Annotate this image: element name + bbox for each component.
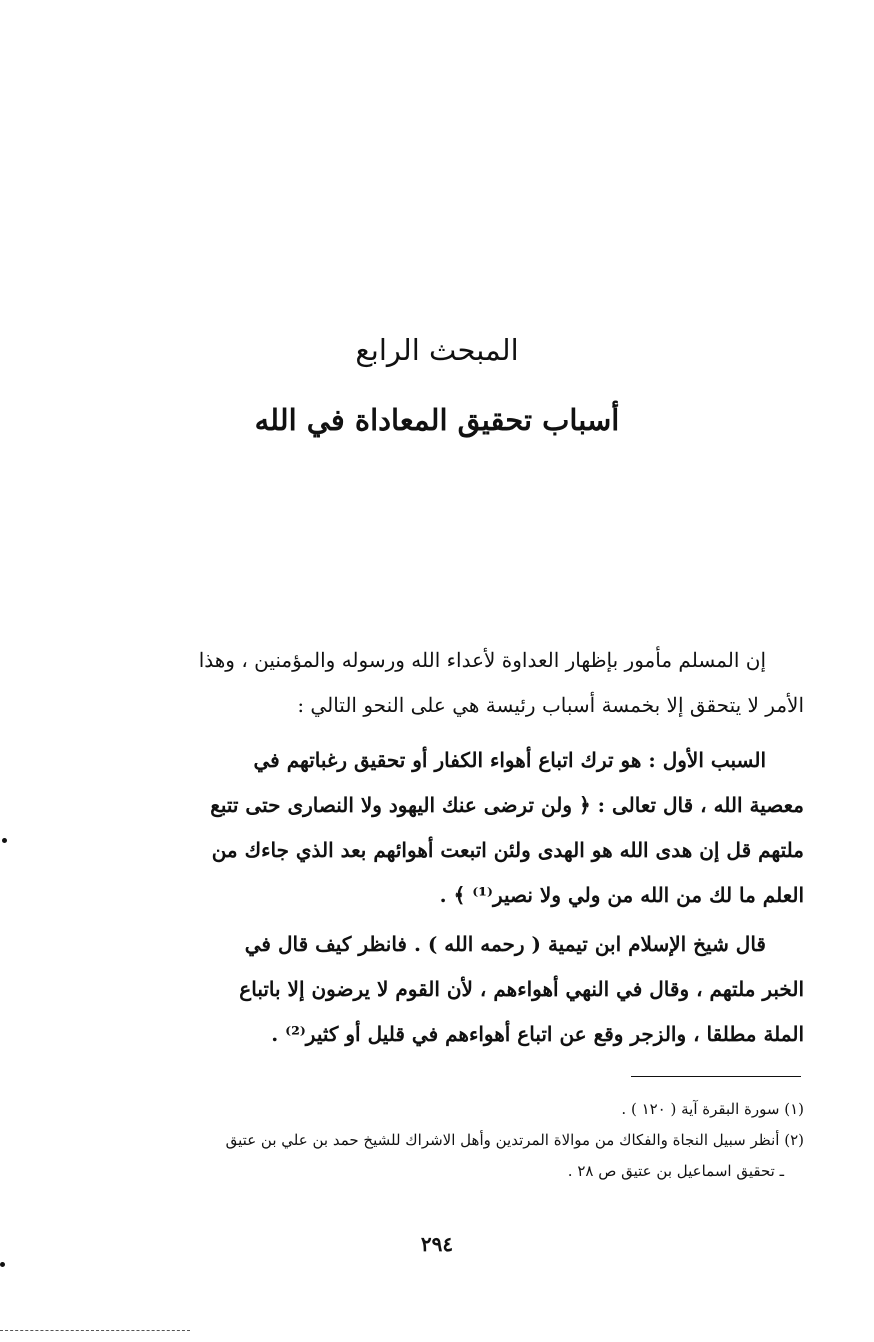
footnote-divider — [631, 1076, 801, 1077]
page-number: ٢٩٤ — [420, 1232, 454, 1256]
paragraph-line: الملة مطلقا ، والزجر وقع عن اتباع أهواءهم في قليل أو كثير⁽²⁾ . — [271, 1022, 804, 1046]
paragraph-line: السبب الأول : هو ترك اتباع أهواء الكفار أو تحقيق رغباتهم في — [253, 748, 766, 772]
scan-mark — [0, 1262, 5, 1267]
paragraph-intro — [104, 638, 804, 728]
paragraph-line: ملتهم قل إن هدى الله هو الهدى ولئن اتبعت أهوائهم بعد الذي جاءك من — [211, 838, 804, 862]
chapter-heading: المبحث الرابع — [355, 333, 519, 367]
paragraph-line: العلم ما لك من الله من ولي ولا نصير⁽¹⁾ ﴾ . — [439, 883, 804, 907]
paragraph-line: إن المسلم مأمور بإظهار العداوة لأعداء الله ورسوله والمؤمنين ، وهذا — [198, 648, 766, 672]
scan-edge-line — [0, 1330, 190, 1331]
paragraph-line: الأمر لا يتحقق إلا بخمسة أسباب رئيسة هي على النحو التالي : — [297, 693, 804, 717]
paragraph-line: الخبر ملتهم ، وقال في النهي أهواءهم ، لأن القوم لا يرضون إلا باتباع — [239, 977, 804, 1001]
paragraph-line: قال شيخ الإسلام ابن تيمية ( رحمه الله ) . فانظر كيف قال في — [244, 932, 766, 956]
paragraph-line: معصية الله ، قال تعالى : ﴿ ولن ترضى عنك اليهود ولا النصارى حتى تتبع — [210, 793, 804, 817]
paragraph-ibn-taymiyyah-quote — [104, 922, 804, 1057]
footnote-1: (١) سورة البقرة آية ( ١٢٠ ) . — [621, 1100, 804, 1118]
footnote-2: (٢) أنظر سبيل النجاة والفكاك من موالاة المرتدين وأهل الاشراك للشيخ حمد بن علي بن عتيق — [225, 1131, 804, 1149]
footnotes — [104, 1094, 804, 1187]
paragraph-first-reason — [104, 738, 804, 918]
scan-mark — [2, 838, 7, 843]
footnote-2-continuation: ـ تحقيق اسماعيل بن عتيق ص ٢٨ . — [567, 1162, 784, 1180]
chapter-title: أسباب تحقيق المعاداة في الله — [254, 403, 620, 437]
